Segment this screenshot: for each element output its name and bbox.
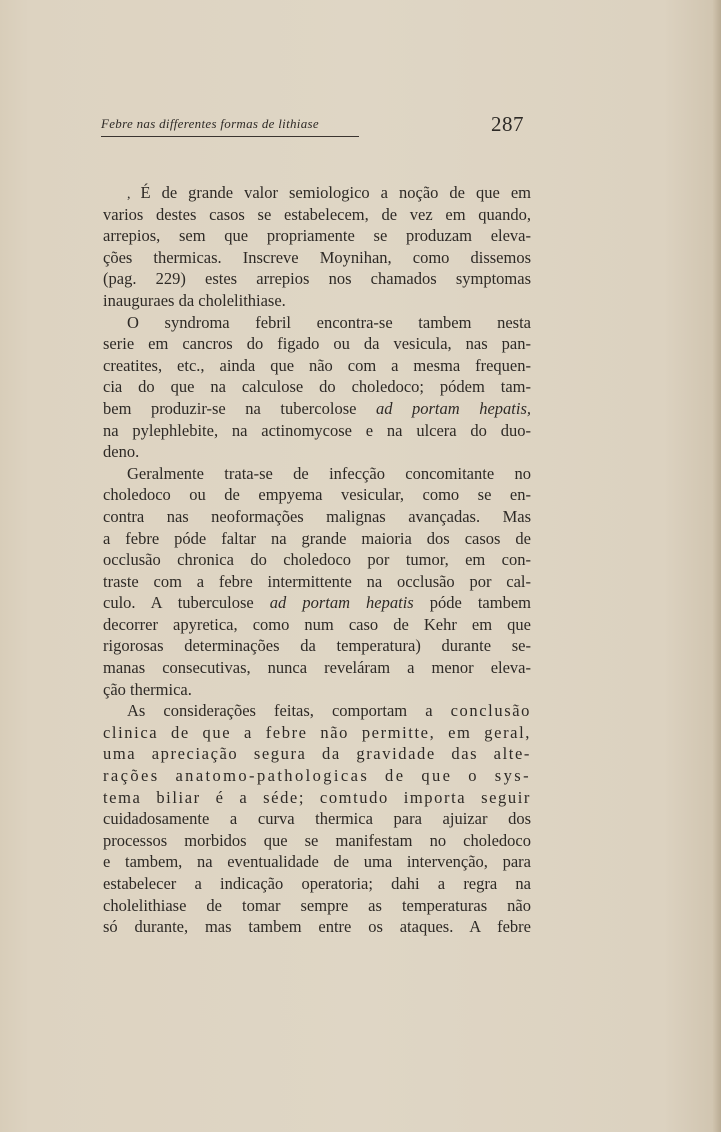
- text-line: estabelecer a indicação operatoria; dahi a regra na: [103, 874, 531, 893]
- text-line: (pag. 229) estes arrepios nos chamados symptomas: [103, 269, 531, 289]
- text-line: O syndroma febril encontra-se tambem nesta: [127, 312, 531, 332]
- text-run: culo. A tuberculose: [103, 593, 270, 613]
- text-line: [103, 398, 531, 420]
- text-line: e tambem, na eventualidade de uma intervenção, para: [103, 852, 531, 872]
- text-line: só durante, mas tambem entre os ataques. A febre: [103, 917, 531, 937]
- text-line: varios destes casos se estabelecem, de vez em quando,: [103, 204, 531, 224]
- text-run: As considerações feitas, comportam a: [127, 701, 451, 721]
- text-line: uma apreciação segura da gravidade das alte-: [103, 744, 531, 764]
- text-line: cuidadosamente a curva thermica para ajuizar dos: [103, 809, 531, 829]
- body-text: [103, 182, 531, 938]
- text-line: cia do que na calculose do choledoco; pódem tam-: [103, 377, 531, 397]
- text-line: processos morbidos que se manifestam no choledoco: [103, 830, 531, 850]
- text-line: creatites, etc., ainda que não com a mesma frequen-: [103, 355, 531, 375]
- text-line: Geralmente trata-se de infecção concomitante no: [127, 463, 531, 483]
- text-line: deno.: [103, 442, 140, 462]
- text-line: rações anatomo-pathologicas de que o sys-: [103, 766, 531, 786]
- text-line: manas consecutivas, nunca reveláram a menor eleva-: [103, 658, 531, 678]
- text-line: na pylephlebite, na actinomycose e na ulcera do duo-: [103, 420, 531, 440]
- text-line: rigorosas determinações da temperatura) durante se-: [103, 636, 531, 656]
- italic-phrase: ad portam hepatis,: [375, 398, 531, 418]
- running-head: Febre nas differentes formas de lithiase: [101, 116, 359, 137]
- page-edge: [713, 0, 721, 1132]
- text-line: decorrer apyretica, como num caso de Kehr em que: [103, 614, 531, 634]
- spaced-word: conclusão: [450, 701, 531, 721]
- text-line: ções thermicas. Inscreve Moynihan, como dissemos: [103, 247, 531, 267]
- text-run: póde tambem: [413, 593, 531, 613]
- text-line: arrepios, sem que propriamente se produzam eleva-: [103, 226, 531, 246]
- text-line: cholelithiase de tomar sempre as temperaturas não: [103, 895, 531, 915]
- stray-mark: ,: [127, 187, 131, 202]
- text-line: [103, 182, 531, 204]
- text-line: traste com a febre intermittente na occlusão por cal-: [103, 571, 531, 591]
- text-line: tema biliar é a séde; comtudo importa seguir: [103, 787, 531, 807]
- text-line: occlusão chronica do choledoco por tumor, em con-: [103, 550, 531, 570]
- text-line: [103, 700, 531, 722]
- text-line: [103, 592, 531, 614]
- text-run: bem produzir-se na tubercolose: [103, 398, 376, 418]
- text-run: É de grande valor semiologico a noção de que em: [140, 183, 531, 202]
- text-line: ção thermica.: [103, 679, 192, 699]
- text-line: clinica de que a febre não permitte, em geral,: [103, 722, 531, 742]
- italic-phrase: ad portam hepatis: [269, 593, 414, 613]
- text-line: choledoco ou de empyema vesicular, como se en-: [103, 485, 531, 505]
- text-line: serie em cancros do figado ou da vesicula, nas pan-: [103, 334, 531, 354]
- text-line: contra nas neoformações malignas avançadas. Mas: [103, 506, 531, 526]
- page-number: 287: [491, 112, 524, 136]
- text-line: a febre póde faltar na grande maioria dos casos de: [103, 528, 531, 548]
- text-line: inauguraes da cholelithiase.: [103, 290, 286, 310]
